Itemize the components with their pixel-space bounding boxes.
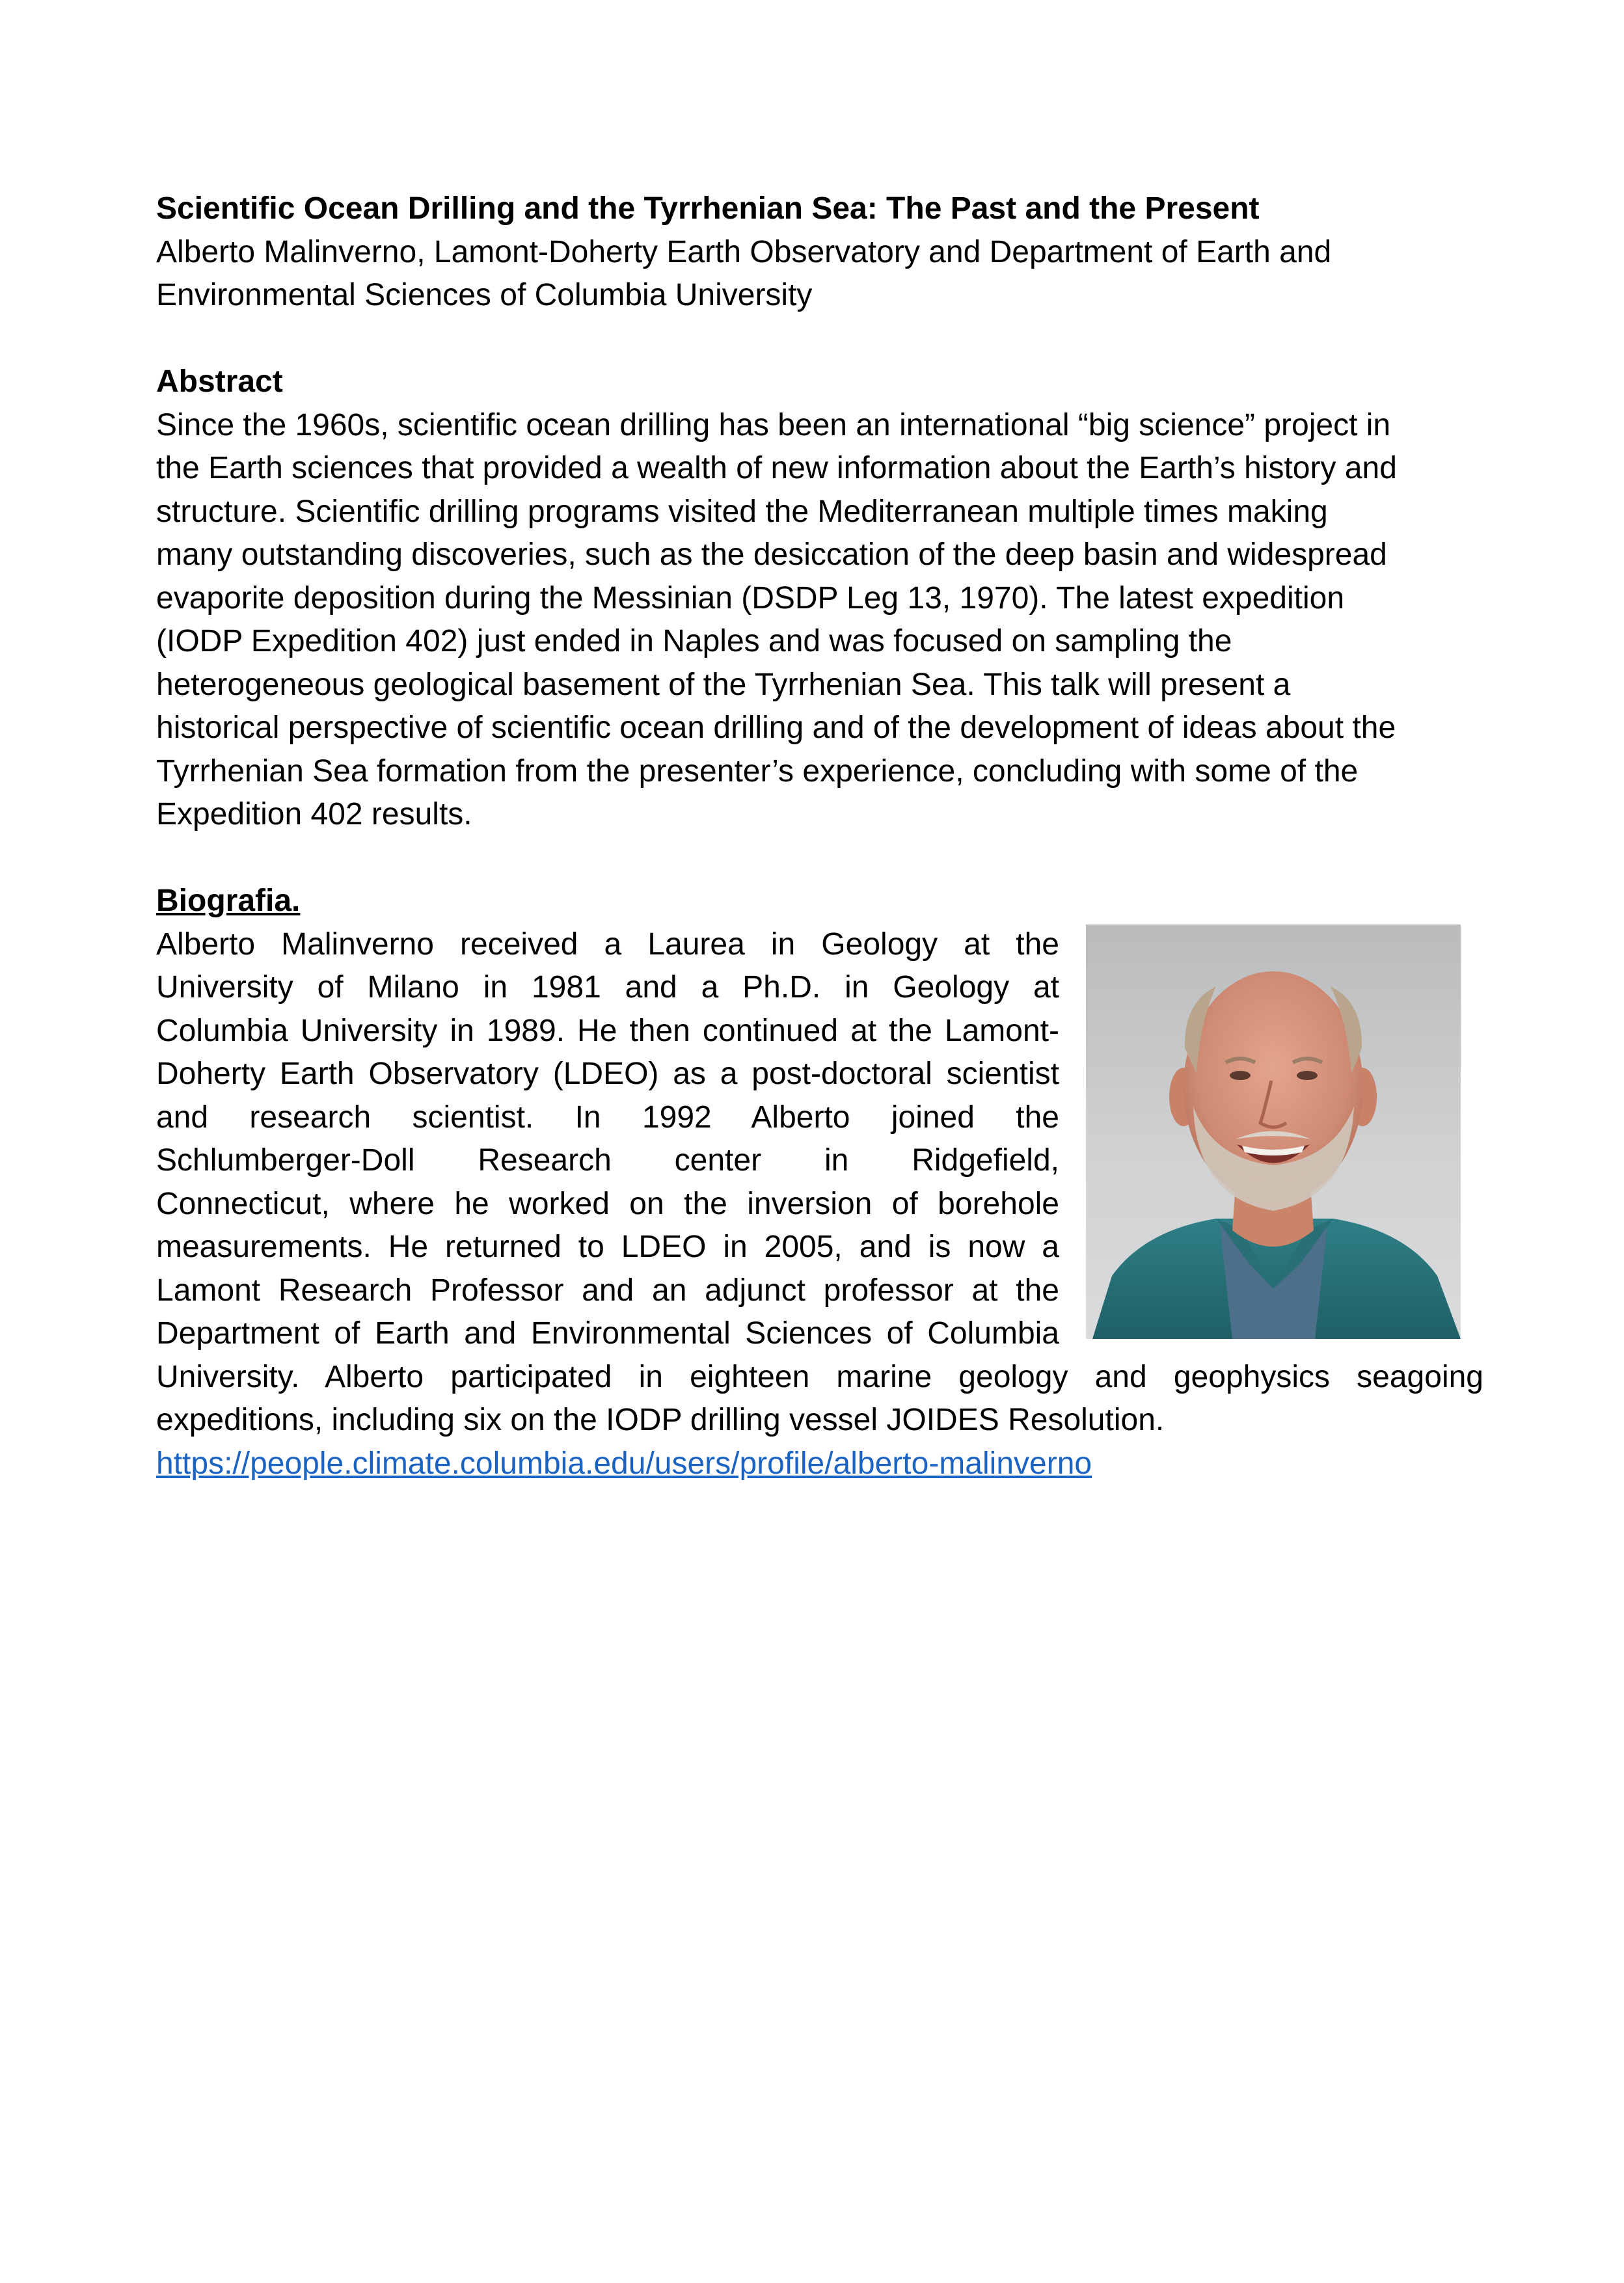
- abstract-line: (IODP Expedition 402) just ended in Naples and was focused on sampling the: [156, 624, 1232, 658]
- biography-line: University of Milano in 1981 and a Ph.D. in Geology at: [156, 970, 1059, 1005]
- biography-line: Lamont Research Professor and an adjunct professor at the: [156, 1273, 1059, 1308]
- abstract-line: evaporite deposition during the Messinian (DSDP Leg 13, 1970). The latest expedition: [156, 580, 1345, 615]
- biography-line: and research scientist. In 1992 Alberto joined the: [156, 1100, 1059, 1135]
- portrait-photo: [1086, 925, 1461, 1339]
- biography-heading: Biografia.: [156, 884, 301, 918]
- spacer: [156, 837, 1483, 880]
- abstract-line: Tyrrhenian Sea formation from the presenter’s experience, concluding with some of the: [156, 753, 1359, 789]
- abstract-line: historical perspective of scientific ocean drilling and of the development of ideas about the: [156, 710, 1396, 745]
- biography-line: Doherty Earth Observatory (LDEO) as a post-doctoral scientist: [156, 1057, 1059, 1091]
- abstract-line: Expedition 402 results.: [156, 797, 472, 831]
- biography-line: University. Alberto participated in eighteen marine geology and geophysics seagoing: [156, 1359, 1483, 1394]
- abstract-line: structure. Scientific drilling programs visited the Mediterranean multiple times making: [156, 494, 1328, 529]
- author-line-1: Alberto Malinverno, Lamont-Doherty Earth Observatory and Department of Earth and: [156, 234, 1332, 269]
- abstract-line: many outstanding discoveries, such as the desiccation of the deep basin and widespread: [156, 537, 1387, 572]
- author-line-2: Environmental Sciences of Columbia University: [156, 278, 813, 312]
- biography-line: Alberto Malinverno received a Laurea in Geology at the: [156, 926, 1059, 962]
- abstract-body: [156, 404, 1483, 837]
- biography-line: Department of Earth and Environmental Sciences of Columbia: [156, 1316, 1059, 1351]
- abstract-line: heterogeneous geological basement of the Tyrrhenian Sea. This talk will present a: [156, 667, 1291, 702]
- spacer: [156, 317, 1483, 361]
- biography-line-last: expeditions, including six on the IODP drilling vessel JOIDES Resolution.: [156, 1403, 1165, 1437]
- abstract-line: Since the 1960s, scientific ocean drilling has been an international “big science” project in: [156, 407, 1391, 442]
- biography-line: Columbia University in 1989. He then continued at the Lamont-: [156, 1013, 1059, 1048]
- portrait-illustration: [1086, 925, 1461, 1339]
- abstract-line: the Earth sciences that provided a wealth of new information about the Earth’s history and: [156, 451, 1397, 485]
- biography-line: Connecticut, where he worked on the inversion of borehole: [156, 1186, 1059, 1221]
- profile-link[interactable]: https://people.climate.columbia.edu/users/profile/alberto-malinverno: [156, 1446, 1092, 1481]
- abstract-heading: Abstract: [156, 364, 283, 399]
- biography-line: Schlumberger-Doll Research center in Ridgefield,: [156, 1143, 1059, 1178]
- document-title: Scientific Ocean Drilling and the Tyrrhenian Sea: The Past and the Present: [156, 191, 1260, 226]
- biography-line: measurements. He returned to LDEO in 2005, and is now a: [156, 1230, 1059, 1264]
